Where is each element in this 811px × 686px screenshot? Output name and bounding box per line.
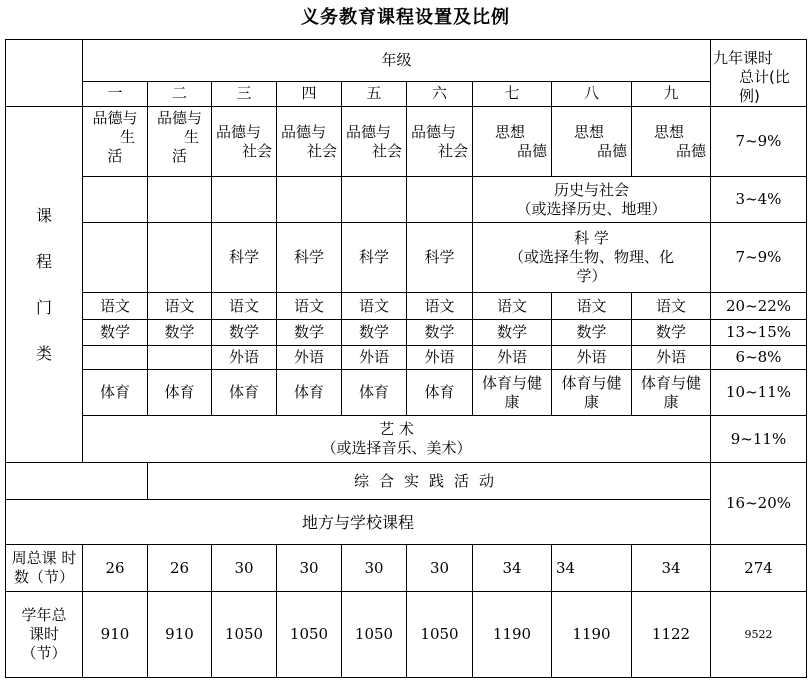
weekly-grade-3: 30 — [212, 545, 277, 592]
grade-2: 二 — [148, 81, 212, 106]
grade-3: 三 — [212, 81, 277, 106]
science-ratio: 7~9% — [711, 223, 807, 293]
foreign-empty-1 — [83, 346, 148, 370]
practice-empty — [6, 463, 148, 500]
total-header-line2: 总计(比例) — [739, 68, 790, 105]
grade-6: 六 — [407, 81, 473, 106]
moral-grade-9: 思想 品德 — [632, 107, 711, 177]
foreign-grade-9: 外语 — [632, 346, 711, 370]
yearly-grade-8: 1190 — [552, 592, 632, 678]
total-header — [711, 40, 807, 107]
course-category-label: 课 程 门 类 — [6, 107, 83, 463]
arts-cell: 艺 术 （或选择音乐、美术） — [83, 416, 711, 463]
history-empty-3 — [212, 177, 277, 223]
chinese-grade-1: 语文 — [83, 293, 148, 320]
weekly-grade-7: 34 — [473, 545, 552, 592]
math-grade-1: 数学 — [83, 320, 148, 346]
moral-grade-1: 品德与 生 活 — [83, 107, 148, 177]
math-grade-6: 数学 — [407, 320, 473, 346]
weekly-grade-6: 30 — [407, 545, 473, 592]
local-ratio: 16~20% — [711, 463, 807, 545]
local-cell: 地方与学校课程 — [6, 500, 711, 545]
science-grade-6: 科学 — [407, 223, 473, 293]
moral-grade-2: 品德与 生 活 — [148, 107, 212, 177]
grade-4: 四 — [277, 81, 342, 106]
foreign-grade-3: 外语 — [212, 346, 277, 370]
chinese-grade-5: 语文 — [342, 293, 407, 320]
pe-grade-2: 体育 — [148, 370, 212, 416]
yearly-grade-4: 1050 — [277, 592, 342, 678]
history-ratio: 3~4% — [711, 177, 807, 223]
weekly-grade-8: 34 — [552, 545, 632, 592]
yearly-label: 学年总 课时 （节） — [6, 592, 83, 678]
moral-grade-4: 品德与 社会 — [277, 107, 342, 177]
pe-grade-8: 体育与健 康 — [552, 370, 632, 416]
foreign-grade-7: 外语 — [473, 346, 552, 370]
moral-grade-6: 品德与 社会 — [407, 107, 473, 177]
pe-grade-9: 体育与健 康 — [632, 370, 711, 416]
grade-header: 年级 — [83, 40, 711, 82]
moral-grade-8: 思想 品德 — [552, 107, 632, 177]
foreign-grade-8: 外语 — [552, 346, 632, 370]
math-grade-4: 数学 — [277, 320, 342, 346]
chinese-grade-7: 语文 — [473, 293, 552, 320]
yearly-grade-7: 1190 — [473, 592, 552, 678]
grade-7: 七 — [473, 81, 552, 106]
history-empty-2 — [148, 177, 212, 223]
pe-grade-4: 体育 — [277, 370, 342, 416]
foreign-ratio: 6~8% — [711, 346, 807, 370]
curriculum-table — [5, 39, 807, 678]
weekly-grade-4: 30 — [277, 545, 342, 592]
science-grade-5: 科学 — [342, 223, 407, 293]
chinese-grade-9: 语文 — [632, 293, 711, 320]
history-empty-5 — [342, 177, 407, 223]
moral-ratio: 7~9% — [711, 107, 807, 177]
foreign-grade-6: 外语 — [407, 346, 473, 370]
yearly-grade-3: 1050 — [212, 592, 277, 678]
moral-grade-3: 品德与 社会 — [212, 107, 277, 177]
chinese-grade-8: 语文 — [552, 293, 632, 320]
weekly-grade-5: 30 — [342, 545, 407, 592]
moral-grade-7: 思想 品德 — [473, 107, 552, 177]
science-grade-3: 科学 — [212, 223, 277, 293]
science-empty-2 — [148, 223, 212, 293]
yearly-grade-5: 1050 — [342, 592, 407, 678]
math-grade-9: 数学 — [632, 320, 711, 346]
chinese-grade-4: 语文 — [277, 293, 342, 320]
weekly-grade-1: 26 — [83, 545, 148, 592]
history-empty-6 — [407, 177, 473, 223]
yearly-grade-1: 910 — [83, 592, 148, 678]
math-grade-5: 数学 — [342, 320, 407, 346]
weekly-label: 周总课 时 数（节） — [6, 545, 83, 592]
yearly-grade-6: 1050 — [407, 592, 473, 678]
weekly-total: 274 — [711, 545, 807, 592]
page-title: 义务教育课程设置及比例 — [301, 7, 510, 28]
weekly-grade-2: 26 — [148, 545, 212, 592]
chinese-ratio: 20~22% — [711, 293, 807, 320]
chinese-grade-2: 语文 — [148, 293, 212, 320]
yearly-total: 9522 — [711, 592, 807, 678]
pe-ratio: 10~11% — [711, 370, 807, 416]
grade-1: 一 — [83, 81, 148, 106]
pe-grade-6: 体育 — [407, 370, 473, 416]
corner-cell — [6, 40, 83, 107]
math-grade-8: 数学 — [552, 320, 632, 346]
grade-5: 五 — [342, 81, 407, 106]
weekly-grade-9: 34 — [632, 545, 711, 592]
grade-8: 八 — [552, 81, 632, 106]
science-cell: 科 学 （或选择生物、物理、化 学） — [473, 223, 711, 293]
grade-9: 九 — [632, 81, 711, 106]
arts-ratio: 9~11% — [711, 416, 807, 463]
math-grade-2: 数学 — [148, 320, 212, 346]
history-cell: 历史与社会 （或选择历史、地理） — [473, 177, 711, 223]
total-header-line1: 九年课时 — [713, 49, 774, 67]
moral-grade-5: 品德与 社会 — [342, 107, 407, 177]
pe-grade-5: 体育 — [342, 370, 407, 416]
pe-grade-7: 体育与健 康 — [473, 370, 552, 416]
practice-cell: 综合实践活动 — [148, 463, 711, 500]
science-grade-4: 科学 — [277, 223, 342, 293]
yearly-grade-9: 1122 — [632, 592, 711, 678]
foreign-empty-2 — [148, 346, 212, 370]
science-empty-1 — [83, 223, 148, 293]
foreign-grade-4: 外语 — [277, 346, 342, 370]
pe-grade-3: 体育 — [212, 370, 277, 416]
chinese-grade-6: 语文 — [407, 293, 473, 320]
yearly-grade-2: 910 — [148, 592, 212, 678]
math-ratio: 13~15% — [711, 320, 807, 346]
math-grade-7: 数学 — [473, 320, 552, 346]
foreign-grade-5: 外语 — [342, 346, 407, 370]
chinese-grade-3: 语文 — [212, 293, 277, 320]
pe-grade-1: 体育 — [83, 370, 148, 416]
history-empty-1 — [83, 177, 148, 223]
history-empty-4 — [277, 177, 342, 223]
math-grade-3: 数学 — [212, 320, 277, 346]
